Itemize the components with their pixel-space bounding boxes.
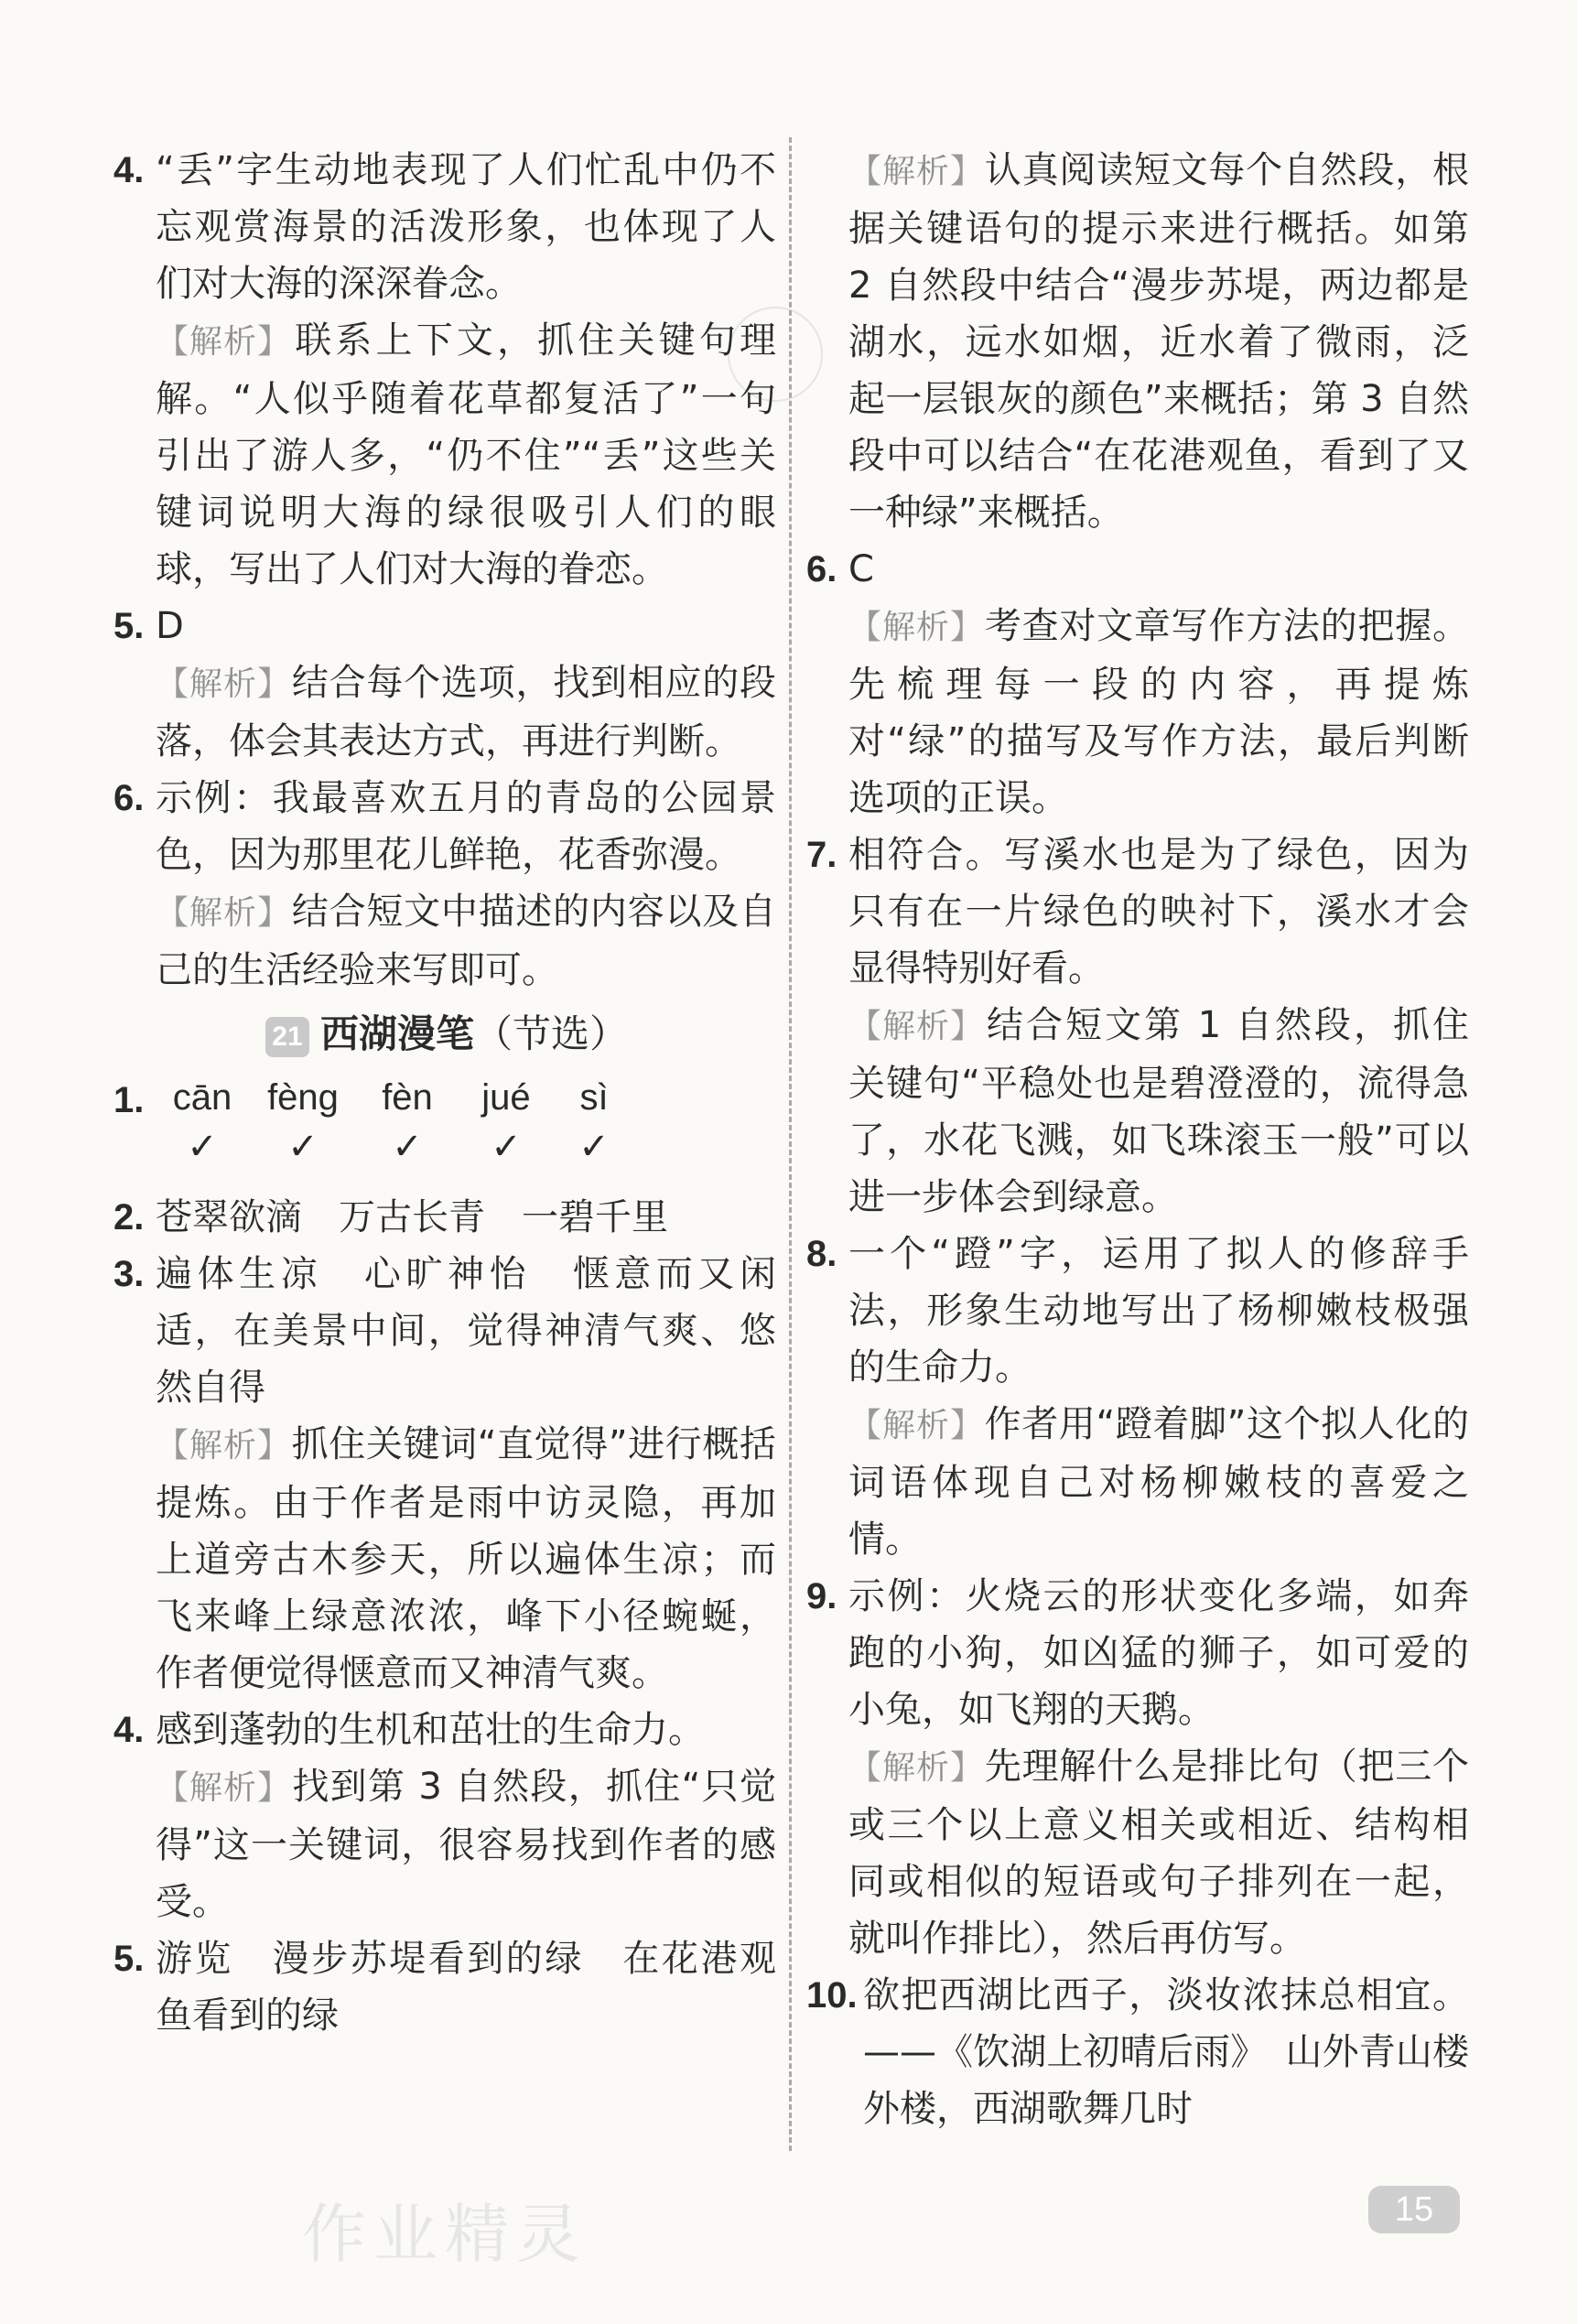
- question-item: [113, 1930, 776, 2044]
- question-item: [113, 1246, 776, 1702]
- question-item: [806, 1226, 1469, 1568]
- answer-text: 示例：我最喜欢五月的青岛的公园景色，因为那里花儿鲜艳，花香弥漫。: [156, 777, 776, 876]
- tag-close: 】: [950, 1008, 985, 1045]
- answer-line: [806, 1568, 1469, 1738]
- analysis-tag: [848, 999, 984, 1055]
- lesson-title: 西湖漫笔: [319, 1011, 474, 1056]
- answer-line: [113, 142, 776, 312]
- tag-open: 【: [848, 609, 883, 646]
- analysis-text: 抓住关键词“直觉得”进行概括提炼。由于作者是雨中访灵隐，再加上道旁古木参天，所以遍体生凉；而飞来峰上绿意浓浓，峰下小径蜿蜒，作者便觉得惬意而又神清气爽。: [156, 1423, 776, 1694]
- lesson-subtitle: （节选）: [474, 1011, 629, 1056]
- tag-open: 【: [848, 1008, 883, 1045]
- tag-close: 】: [257, 1427, 292, 1465]
- answer-line: [113, 770, 776, 883]
- answer-text: 游览 漫步苏堤看到的绿 在花港观鱼看到的绿: [156, 1938, 776, 2037]
- analysis-text: 认真阅读短文每个自然段，根据关键语句的提示来进行概括。如第 2 自然段中结合“漫步苏堤，两边都是湖水，远水如烟，近水着了微雨，泛起一层银灰的颜色”来概括；第 3 自然段中可以结合“在花港观鱼，看到了又一种绿”来概括。: [848, 149, 1469, 534]
- section-heading: [117, 1002, 776, 1066]
- answer-line: [113, 1189, 776, 1246]
- analysis-paragraph: [117, 654, 776, 770]
- question-item: [806, 1568, 1469, 1967]
- tag-close: 】: [257, 1769, 292, 1807]
- analysis-tag: [156, 314, 291, 371]
- pinyin-answer: jué: [481, 1077, 531, 1118]
- watermark-text: 作业精灵: [302, 2197, 588, 2272]
- analysis-text: 结合短文第 1 自然段，抓住关键句“平稳处也是碧澄澄的，流得急了，水花飞溅，如飞珠滚玉一般”可以进一步体会到绿意。: [848, 1004, 1469, 1218]
- pinyin-question: [113, 1072, 776, 1189]
- answer-line: [806, 1967, 1469, 2137]
- answer-text: 遍体生凉 心旷神怡 惬意而又闲适，在美景中间，觉得神清气爽、悠然自得: [156, 1253, 776, 1409]
- analysis-paragraph: [117, 1758, 776, 1930]
- analysis-tag: [848, 1398, 984, 1454]
- analysis-tag: [156, 1418, 291, 1475]
- question-item: [806, 1967, 1469, 2137]
- analysis-tag: [848, 144, 984, 200]
- answer-text: “丢”字生动地表现了人们忙乱中仍不忘观赏海景的活泼形象，也体现了人们对大海的深深眷念。: [156, 149, 776, 305]
- tag-label: 解析: [882, 1749, 951, 1787]
- check-mark: ✓: [187, 1126, 218, 1168]
- question-number: 6.: [113, 778, 145, 818]
- analysis-paragraph: [117, 312, 776, 598]
- question-number: 6.: [806, 549, 837, 589]
- tag-open: 【: [156, 323, 190, 361]
- analysis-paragraph: [117, 1416, 776, 1702]
- tag-open: 【: [156, 1427, 190, 1465]
- tag-label: 解析: [882, 1008, 951, 1045]
- tag-label: 解析: [882, 153, 951, 190]
- question-item: [113, 142, 776, 598]
- answer-line: [806, 541, 1469, 598]
- tag-label: 解析: [189, 1769, 258, 1807]
- right-column: [806, 142, 1469, 2137]
- question-item: [113, 598, 776, 770]
- answer-text: C: [848, 548, 874, 590]
- analysis-paragraph: [810, 997, 1469, 1226]
- pinyin-answer: sì: [579, 1077, 609, 1118]
- tag-close: 】: [950, 153, 985, 190]
- pinyin-answer: cān: [172, 1077, 232, 1118]
- tag-label: 解析: [189, 894, 258, 932]
- question-number: 7.: [806, 835, 837, 875]
- question-number: 10.: [806, 1975, 858, 2016]
- answer-line: [113, 1702, 776, 1758]
- tag-label: 解析: [189, 1427, 258, 1465]
- check-mark: ✓: [287, 1126, 319, 1168]
- analysis-tag: [848, 600, 984, 656]
- question-item: [113, 1702, 776, 1930]
- tag-open: 【: [156, 894, 190, 932]
- analysis-text: 找到第 3 自然段，抓住“只觉得”这一关键词，很容易找到作者的感受。: [156, 1766, 776, 1923]
- tag-close: 】: [257, 894, 292, 932]
- tag-label: 解析: [189, 323, 258, 361]
- analysis-tag: [156, 885, 291, 942]
- analysis-paragraph: [810, 1738, 1469, 1967]
- analysis-tag: [848, 1740, 984, 1797]
- analysis-text: 考查对文章写作方法的把握。先梳理每一段的内容，再提炼对“绿”的描写及写作方法，最后判断选项的正误。: [848, 605, 1469, 819]
- tag-close: 】: [950, 1749, 985, 1787]
- left-column: [113, 142, 776, 2044]
- question-number: 2.: [113, 1197, 145, 1238]
- tag-close: 】: [950, 1407, 985, 1444]
- analysis-text: 结合短文中描述的内容以及自己的生活经验来写即可。: [156, 891, 776, 991]
- question-number: 9.: [806, 1576, 837, 1616]
- pinyin-answer: fèng: [267, 1077, 339, 1118]
- analysis-paragraph: [810, 1396, 1469, 1568]
- answer-line: [806, 827, 1469, 997]
- tag-close: 】: [950, 609, 985, 646]
- tag-label: 解析: [882, 1407, 951, 1444]
- tag-label: 解析: [882, 609, 951, 646]
- question-number: 4.: [113, 150, 145, 190]
- tag-close: 】: [257, 665, 292, 703]
- answer-text: 苍翠欲滴 万古长青 一碧千里: [156, 1196, 668, 1238]
- answer-text: D: [156, 605, 184, 647]
- pinyin-answer: fèn: [382, 1077, 433, 1118]
- tag-open: 【: [156, 665, 190, 703]
- question-number: 8.: [806, 1234, 837, 1274]
- question-number: 3.: [113, 1254, 145, 1294]
- question-item: [806, 827, 1469, 1226]
- tag-open: 【: [848, 1407, 883, 1444]
- analysis-paragraph: [810, 598, 1469, 827]
- lesson-badge: 21: [265, 1017, 309, 1057]
- analysis-text: 联系上下文，抓住关键句理解。“人似乎随着花草都复活了”一句引出了游人多，“仍不住”“丢”这些关键词说明大海的绿很吸引人们的眼球，写出了人们对大海的眷恋。: [156, 319, 776, 590]
- question-item: [113, 1189, 776, 1246]
- answer-text: 一个“蹬”字，运用了拟人的修辞手法，形象生动地写出了杨柳嫩枝极强的生命力。: [848, 1233, 1469, 1389]
- check-mark: ✓: [392, 1126, 423, 1168]
- answer-line: [113, 1930, 776, 2044]
- analysis-paragraph: [117, 883, 776, 999]
- question-number: 5.: [113, 606, 145, 646]
- check-mark: ✓: [578, 1126, 610, 1168]
- check-mark: ✓: [491, 1126, 522, 1168]
- analysis-paragraph: [810, 142, 1469, 541]
- tag-open: 【: [848, 153, 883, 190]
- answer-line: [113, 1246, 776, 1416]
- tag-open: 【: [156, 1769, 190, 1807]
- tag-label: 解析: [189, 665, 258, 703]
- analysis-text: 作者用“蹬着脚”这个拟人化的词语体现自己对杨柳嫩枝的喜爱之情。: [848, 1403, 1469, 1561]
- analysis-tag: [156, 1760, 291, 1817]
- question-number: 5.: [113, 1939, 145, 1979]
- question-number: 4.: [113, 1710, 145, 1750]
- analysis-text: 先理解什么是排比句（把三个或三个以上意义相关或相近、结构相同或相似的短语或句子排列在一起，就叫作排比），然后再仿写。: [848, 1746, 1469, 1960]
- answer-text: 欲把西湖比西子，淡妆浓抹总相宜。——《饮湖上初晴后雨》 山外青山楼外楼，西湖歌舞几时: [863, 1974, 1469, 2130]
- answer-line: [113, 598, 776, 654]
- analysis-text: 结合每个选项，找到相应的段落，体会其表达方式，再进行判断。: [156, 662, 776, 762]
- question-item: [113, 770, 776, 999]
- answer-line: [806, 1226, 1469, 1396]
- page-number: 15: [1368, 2186, 1460, 2233]
- analysis-tag: [156, 656, 291, 713]
- answer-text: 感到蓬勃的生机和茁壮的生命力。: [156, 1709, 705, 1751]
- question-number: 1.: [113, 1080, 145, 1120]
- tag-open: 【: [848, 1749, 883, 1787]
- tag-close: 】: [257, 323, 292, 361]
- answer-text: 相符合。写溪水也是为了绿色，因为只有在一片绿色的映衬下，溪水才会显得特别好看。: [848, 834, 1469, 989]
- answer-text: 示例：火烧云的形状变化多端，如奔跑的小狗，如凶猛的狮子，如可爱的小兔，如飞翔的天鹅。: [848, 1575, 1469, 1731]
- question-item: [806, 541, 1469, 827]
- column-divider: [789, 137, 792, 2151]
